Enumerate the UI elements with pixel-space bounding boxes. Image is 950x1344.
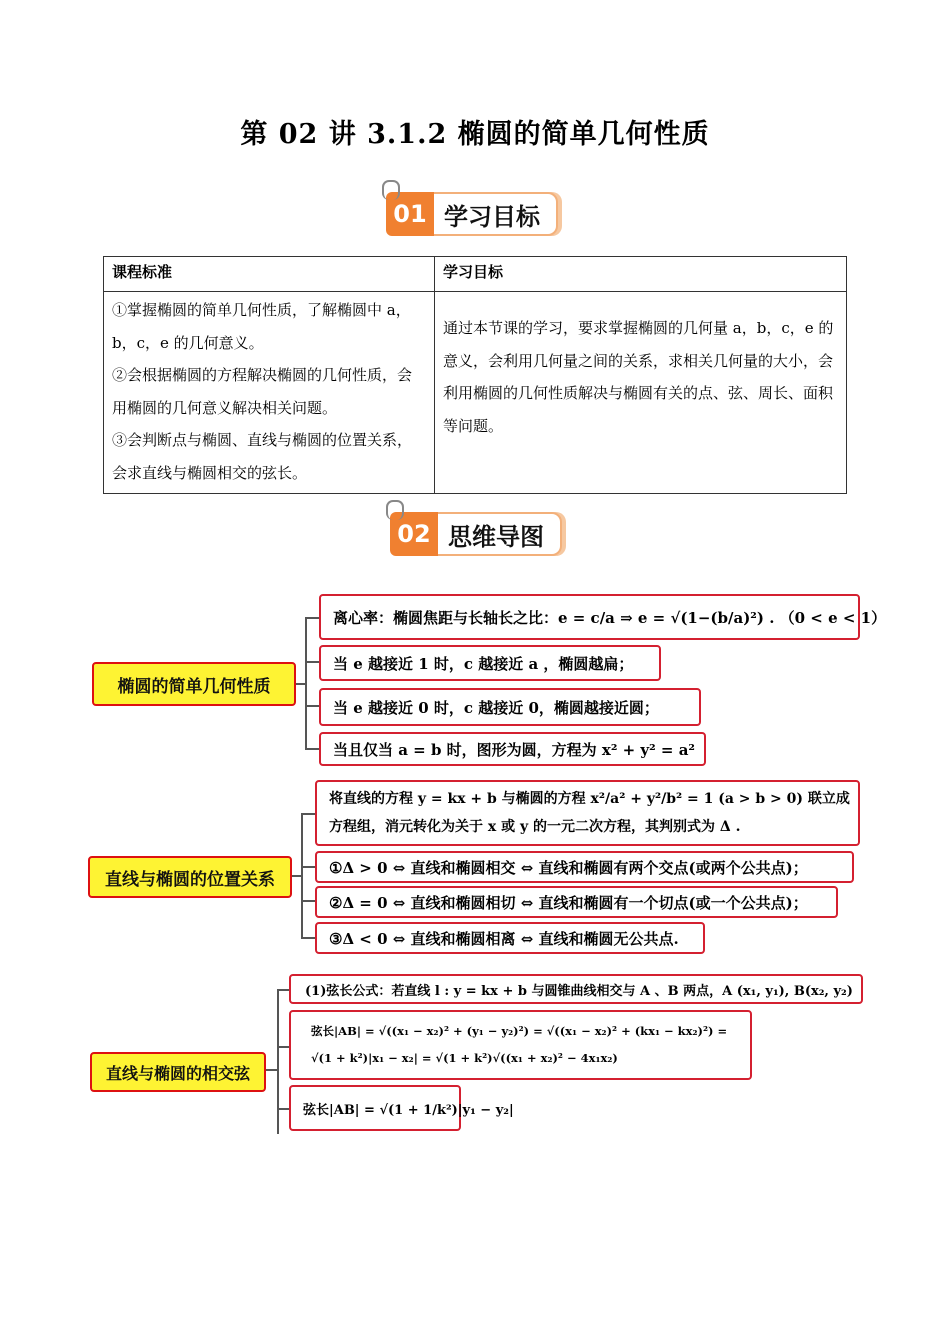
objectives-cell: 通过本节课的学习，要求掌握椭圆的几何量 a，b，c，e 的意义，会利用几何量之间的关系，求相关几何量的大小，会利用椭圆的几何性质解决与椭圆有关的点、弦、周长、面积等问题。: [435, 292, 847, 494]
leaf-simultaneous-equations: 将直线的方程 y = kx + b 与椭圆的方程 x²/a² + y²/b² = 1 (a > b > 0) 联立成方程组，消元转化为关于 x 或 y 的一元二次方程，其判别式为 Δ .: [315, 780, 860, 846]
connector: [301, 900, 315, 902]
connector: [305, 748, 319, 750]
leaf-chord-length-y: 弦长|AB| = √(1 + 1/k²)|y₁ − y₂|: [289, 1085, 461, 1131]
connector: [305, 617, 319, 619]
connector: [301, 813, 303, 939]
leaf-e-near-1: 当 e 越接近 1 时，c 越接近 a ，椭圆越扁；: [319, 645, 661, 681]
mindmap-root-geometry: 椭圆的简单几何性质: [92, 662, 296, 706]
section-number: 01: [386, 192, 434, 236]
connector: [305, 705, 319, 707]
connector: [301, 813, 315, 815]
connector: [277, 989, 279, 1134]
section-badge-goals: [386, 192, 558, 236]
standard-item-1: ①掌握椭圆的简单几何性质，了解椭圆中 a，b，c，e 的几何意义。: [112, 301, 411, 352]
leaf-eccentricity: 离心率：椭圆焦距与长轴长之比：e = c/a ⇒ e = √(1−(b/a)²) . （0 < e < 1）: [319, 594, 860, 640]
leaf-delta-negative: ③Δ < 0 ⇔ 直线和椭圆相离 ⇔ 直线和椭圆无公共点.: [315, 922, 705, 954]
connector: [301, 937, 315, 939]
paperclip-icon: [386, 500, 404, 520]
goals-table: [103, 256, 847, 494]
section-label: 思维导图: [438, 512, 562, 556]
leaf-e-near-0: 当 e 越接近 0 时，c 越接近 0，椭圆越接近圆；: [319, 688, 701, 726]
connector: [305, 617, 307, 749]
leaf-delta-zero: ②Δ = 0 ⇔ 直线和椭圆相切 ⇔ 直线和椭圆有一个切点(或一个公共点)；: [315, 886, 838, 918]
leaf-chord-formula: (1)弦长公式：若直线 l : y = kx + b 与圆锥曲线相交与 A 、B 两点，A (x₁, y₁), B(x₂, y₂): [289, 974, 863, 1004]
page-title: 第 02 讲 3.1.2 椭圆的简单几何性质: [240, 119, 710, 150]
leaf-delta-positive: ①Δ > 0 ⇔ 直线和椭圆相交 ⇔ 直线和椭圆有两个交点(或两个公共点)；: [315, 851, 854, 883]
section-number: 02: [390, 512, 438, 556]
connector: [277, 1108, 289, 1110]
connector: [305, 661, 319, 663]
connector: [277, 989, 289, 991]
standard-item-3: ③会判断点与椭圆、直线与椭圆的位置关系，会求直线与椭圆相交的弦长。: [112, 431, 413, 482]
header-objectives: 学习目标: [435, 257, 847, 292]
mindmap-root-position: 直线与椭圆的位置关系: [88, 856, 292, 898]
connector: [277, 1046, 289, 1048]
mindmap-root-chord: 直线与椭圆的相交弦: [90, 1052, 266, 1092]
section-label: 学习目标: [434, 192, 558, 236]
leaf-chord-length-x: 弦长|AB| = √((x₁ − x₂)² + (y₁ − y₂)²) = √((x₁ − x₂)² + (kx₁ − kx₂)²) = √(1 + k²)|x₁ − x₂| = √(1 + k²)√((x₁ + x₂)² − 4x₁x₂): [289, 1010, 752, 1080]
standards-cell: [104, 292, 435, 494]
standard-item-2: ②会根据椭圆的方程解决椭圆的几何性质，会用椭圆的几何意义解决相关问题。: [112, 366, 413, 417]
section-badge-mindmap: [390, 512, 562, 556]
leaf-circle: 当且仅当 a = b 时，图形为圆，方程为 x² + y² = a²: [319, 732, 706, 766]
paperclip-icon: [382, 180, 400, 200]
connector: [301, 866, 315, 868]
connector: [264, 1069, 278, 1071]
header-standards: 课程标准: [104, 257, 435, 292]
